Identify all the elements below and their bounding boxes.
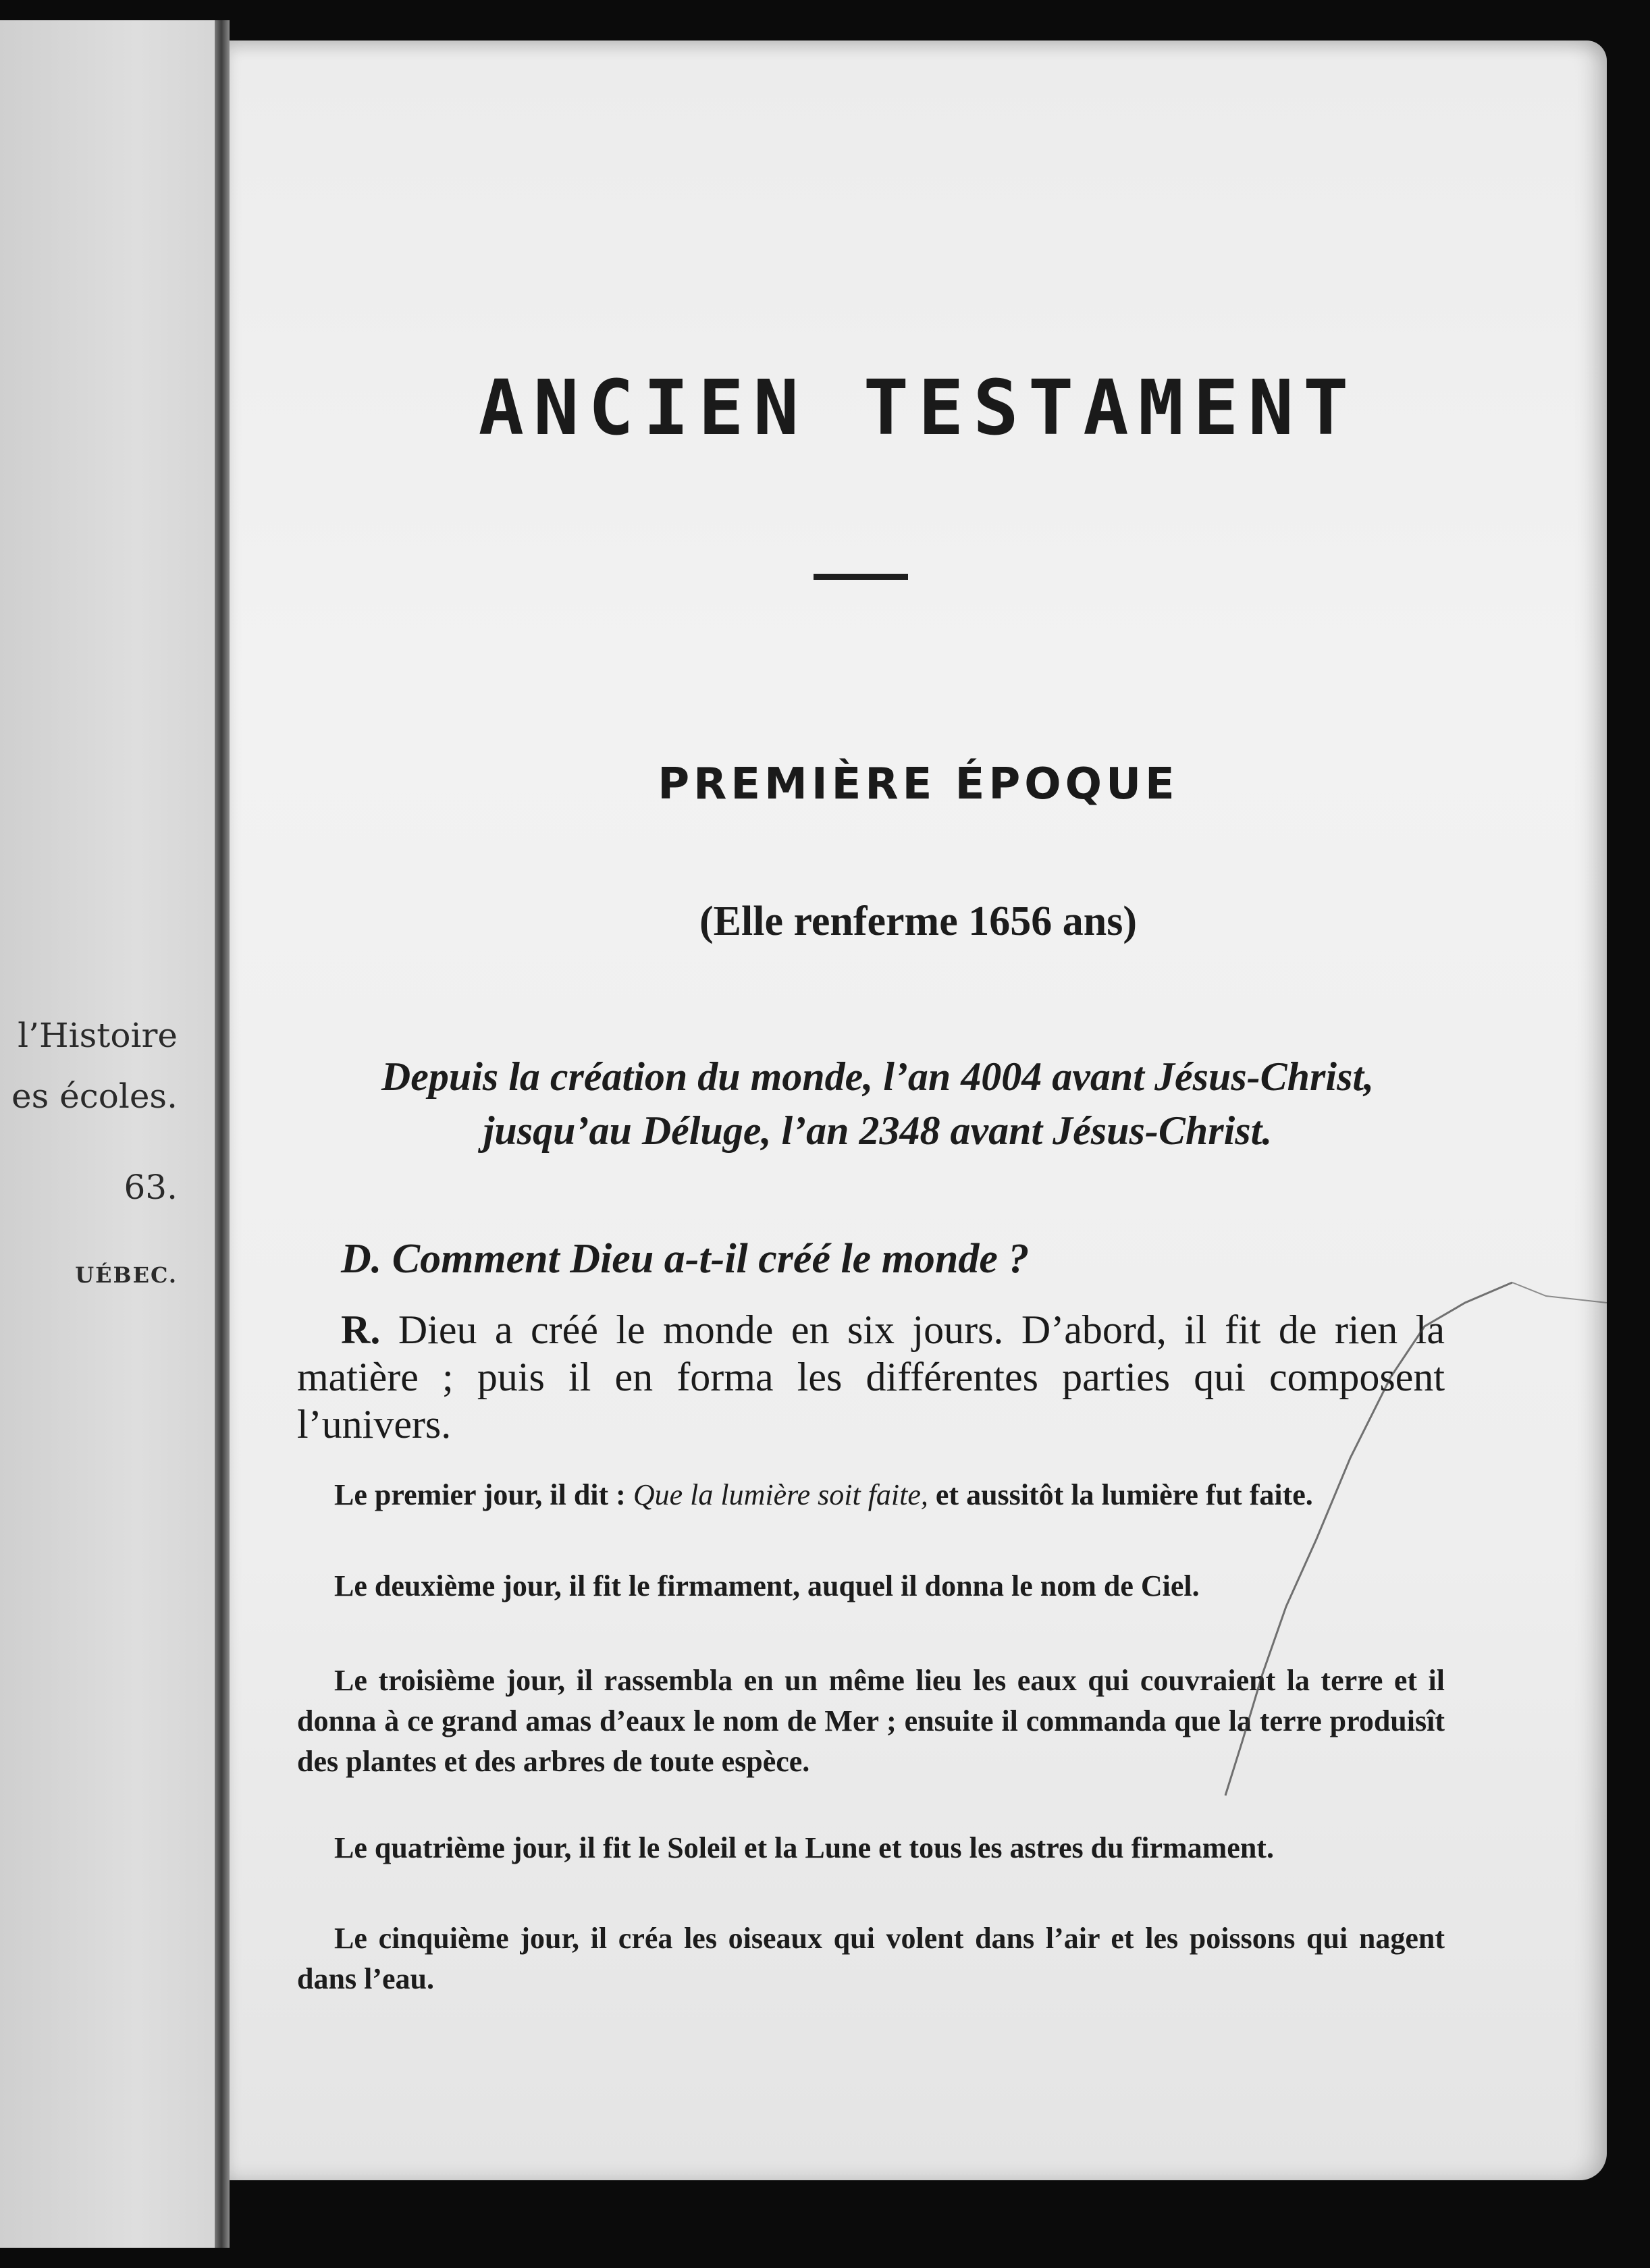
creation-day-paragraph: Le quatrième jour, il fit le Soleil et la Lune et tous les astres du firmament.: [334, 1831, 1274, 1864]
day-text: et aussitôt la lumière fut faite.: [935, 1478, 1313, 1511]
day-quote: Que la lumière soit faite,: [633, 1478, 928, 1511]
creation-day-paragraph: Le deuxième jour, il fit le firmament, auquel il donna le nom de Ciel.: [334, 1569, 1200, 1602]
left-page-text-line: 63.: [124, 1168, 178, 1207]
right-page: [230, 40, 1607, 2180]
page-title: ANCIEN TESTAMENT: [478, 364, 1358, 452]
day-text: Le premier jour, il dit :: [334, 1478, 626, 1511]
creation-day-paragraph: [297, 1475, 1445, 1515]
date-range-line: jusqu’au Déluge, l’an 2348 avant Jésus-Christ.: [483, 1108, 1273, 1153]
catechism-answer: [297, 1306, 1445, 1448]
left-facing-page: [0, 20, 228, 2248]
answer-label: R.: [341, 1307, 381, 1352]
left-page-text-line: es écoles.: [11, 1077, 178, 1116]
answer-text: Dieu a créé le monde en six jours. D’abord, il fit de rien la matière ; puis il en forma les différentes parties qui composent l’univers.: [297, 1307, 1445, 1447]
period-subheading: (Elle renferme 1656 ans): [699, 898, 1137, 944]
creation-day-paragraph: Le troisième jour, il rassembla en un même lieu les eaux qui couvraient la terre et il donna à ce grand amas d’eaux le nom de Mer ; ensuite il commanda que la terre produisît des plantes et des arbres de toute espèce.: [297, 1664, 1445, 1778]
epoch-heading: PREMIÈRE ÉPOQUE: [658, 759, 1179, 809]
catechism-question: D. Comment Dieu a-t-il créé le monde ?: [341, 1236, 1030, 1282]
creation-day-paragraph: Le cinquième jour, il créa les oiseaux qui volent dans l’air et les poissons qui nagent dans l’eau.: [297, 1922, 1445, 1995]
left-page-text-line: l’Histoire: [18, 1016, 178, 1055]
date-range-subtitle: [290, 1050, 1465, 1158]
title-divider: [814, 574, 908, 580]
left-page-text-line: UÉBEC.: [75, 1262, 178, 1288]
date-range-line: Depuis la création du monde, l’an 4004 avant Jésus-Christ,: [381, 1054, 1375, 1099]
book-binding-gutter: [215, 20, 230, 2248]
